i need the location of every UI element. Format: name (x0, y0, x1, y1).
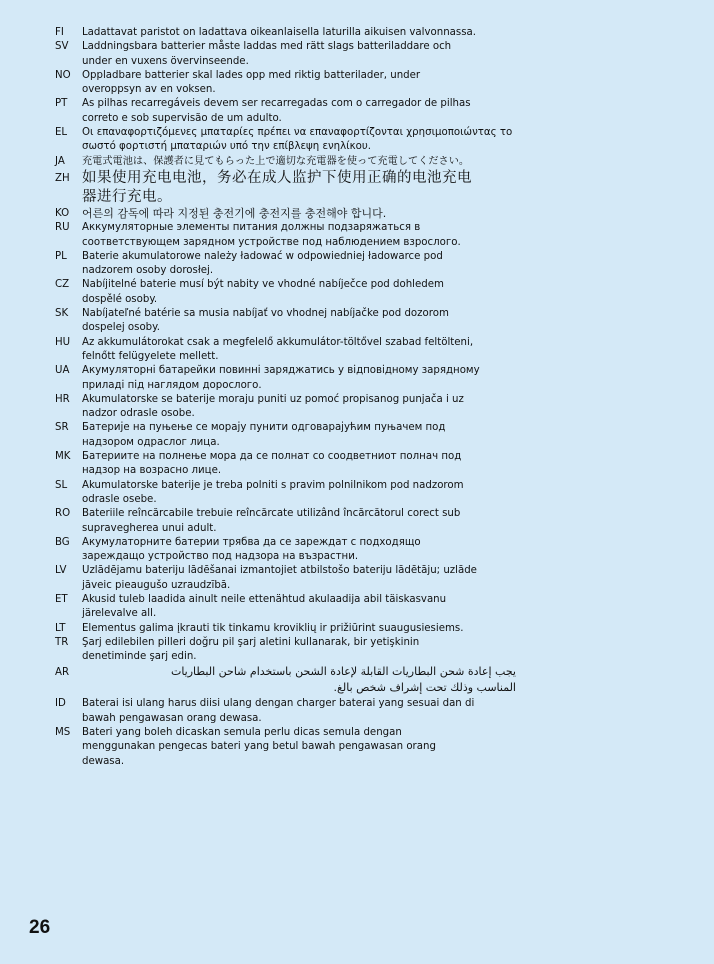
language-code: CZ (55, 279, 70, 291)
warning-entry-no (52, 69, 522, 98)
warning-entry-et (52, 593, 522, 622)
battery-warning-list (52, 26, 522, 769)
language-code: NO (55, 69, 71, 81)
warning-text: Nabíjateľné batérie sa musia nabíjať vo vhodnej nabíjačke pod dozorom dospelej osoby. (82, 308, 449, 334)
language-code: MS (55, 727, 71, 739)
warning-text: Οι επαναφορτιζόμενες μπαταρίες πρέπει να επαναφορτίζονται χρησιμοποιώντας το σωστό φορτιστή μπαταριών υπό την επίβλεψη ενηλίκου. (82, 127, 513, 153)
page-number: 26 (29, 917, 51, 938)
language-code: JA (55, 155, 65, 167)
warning-text: Акумуляторні батарейки повинні заряджатись у відповідному зарядному приладі під наглядом дорослого. (82, 365, 480, 391)
warning-entry-sk (52, 307, 522, 336)
warning-text: Akumulatorske baterije je treba polniti s pravim polnilnikom pod nadzorom odrasle osebe. (82, 479, 464, 505)
warning-text: Акумулаторните батерии трябва да се зареждат с подходящо зареждащо устройство под надзора на възрастни. (82, 536, 421, 563)
warning-entry-hu (52, 336, 522, 365)
warning-entry-ms (52, 726, 522, 769)
warning-entry-lt (52, 622, 522, 636)
warning-text: Bateriile reîncărcabile trebuie reîncărcate utilizând încărcătorul corect sub supravegherea unui adult. (82, 508, 461, 534)
language-code: MK (55, 451, 71, 463)
warning-text: Oppladbare batterier skal lades opp med riktig batterilader, under overoppsyn av en voksen. (82, 69, 421, 96)
warning-text: 어른의 감독에 따라 지정된 충전기에 충전지를 충전해야 합니다. (82, 206, 387, 220)
language-code: LT (55, 622, 66, 634)
language-code: TR (55, 636, 69, 648)
warning-entry-ru (52, 221, 522, 250)
warning-entry-lv (52, 564, 522, 593)
warning-entry-zh (52, 169, 522, 207)
warning-entry-el (52, 126, 522, 155)
warning-text: Аккумуляторные элементы питания должны подзаряжаться в соответствующем зарядном устройстве под наблюдением взрослого. (82, 222, 461, 248)
warning-entry-sl (52, 479, 522, 508)
warning-entry-bg (52, 536, 522, 565)
language-code: HU (55, 336, 71, 348)
language-code: UA (55, 365, 70, 377)
language-code: RU (55, 222, 70, 234)
warning-text: 如果使用充电电池，务必在成人监护下使用正确的电池充电 器进行充电。 (82, 169, 472, 205)
warning-entry-cz (52, 278, 522, 307)
warning-entry-pt (52, 97, 522, 126)
warning-entry-tr (52, 636, 522, 665)
warning-entry-ua (52, 364, 522, 393)
language-code: SR (55, 422, 69, 434)
warning-text: Az akkumulátorokat csak a megfelelő akkumulátor-töltővel szabad feltölteni, felnőtt felügyelete mellett. (82, 336, 474, 362)
warning-text: Bateri yang boleh dicaskan semula perlu dicas semula dengan menggunakan pengecas bateri yang betul bawah pengawasan orang dewasa. (82, 727, 436, 767)
warning-entry-id (52, 697, 522, 726)
warning-text: Akusid tuleb laadida ainult neile ettenähtud akulaadija abil täiskasvanu järelevalve all. (82, 593, 447, 620)
warning-entry-sv (52, 40, 522, 69)
warning-text: As pilhas recarregáveis devem ser recarregadas com o carregador de pilhas correto e sob supervisão de um adulto. (82, 98, 471, 124)
warning-entry-mk (52, 450, 522, 479)
language-code: FI (55, 27, 64, 38)
language-code: PT (55, 98, 68, 110)
language-code: BG (55, 536, 70, 548)
language-code: LV (55, 565, 67, 577)
warning-text: Şarj edilebilen pilleri doğru pil şarj aletini kullanarak, bir yetişkinin denetiminde şarj edin. (82, 636, 420, 663)
warning-text: Akumulatorske se baterije moraju puniti uz pomoć propisanog punjača i uz nadzor odrasle osobe. (82, 393, 464, 420)
language-code: PL (55, 250, 67, 262)
language-code: ET (55, 593, 68, 605)
language-code: EL (55, 127, 68, 139)
language-code: KO (55, 207, 70, 219)
warning-entry-hr (52, 393, 522, 422)
warning-entry-fi (52, 26, 522, 40)
warning-entry-ar (52, 664, 522, 696)
warning-entry-ko (52, 207, 522, 221)
language-code: ID (55, 698, 66, 710)
warning-text: Nabíjitelné baterie musí být nabity ve vhodné nabíječce pod dohledem dospělé osoby. (82, 279, 444, 305)
warning-text: يجب إعادة شحن البطاريات القابلة لإعادة الشحن باستخدام شاحن البطاريات المناسب وذلك تحت إشراف شخص بالغ. (170, 665, 516, 695)
language-code: SL (55, 479, 68, 491)
language-code: SV (55, 41, 69, 53)
warning-text: Laddningsbara batterier måste laddas med rätt slags batteriladdare och under en vuxens övervinseende. (82, 41, 452, 67)
warning-text: Baterai isi ulang harus diisi ulang dengan charger baterai yang sesuai dan di bawah pengawasan orang dewasa. (82, 698, 475, 724)
warning-text: Uzlādējamu bateriju lādēšanai izmantojiet atbilstošo bateriju lādētāju; uzlāde jāveic pieaugušo uzraudzībā. (82, 565, 477, 591)
warning-text: Батерије на пуњење се морају пунити одговарајућим пуњачем под надзором одраслог лица. (82, 422, 446, 448)
language-code: HR (55, 393, 70, 405)
warning-text: Ladattavat paristot on ladattava oikeanlaisella laturilla aikuisen valvonnassa. (82, 27, 477, 38)
language-code: ZH (55, 172, 70, 184)
language-code: AR (55, 667, 70, 679)
warning-entry-pl (52, 250, 522, 279)
language-code: SK (55, 308, 69, 320)
warning-text: Baterie akumulatorowe należy ładować w odpowiedniej ładowarce pod nadzorem osoby dorosłej. (82, 250, 443, 277)
warning-entry-sr (52, 421, 522, 450)
warning-entry-ro (52, 507, 522, 536)
warning-entry-ja (52, 155, 522, 169)
warning-text: 充電式電池は、保護者に見てもらった上で適切な充電器を使って充電してください。 (82, 155, 470, 167)
warning-text: Батериите на полнење мора да се полнат со соодветниот полнач под надзор на возрасно лице. (82, 451, 462, 477)
language-code: RO (55, 508, 71, 520)
warning-text: Elementus galima įkrauti tik tinkamu kroviklių ir prižiūrint suaugusiesiems. (82, 622, 464, 634)
